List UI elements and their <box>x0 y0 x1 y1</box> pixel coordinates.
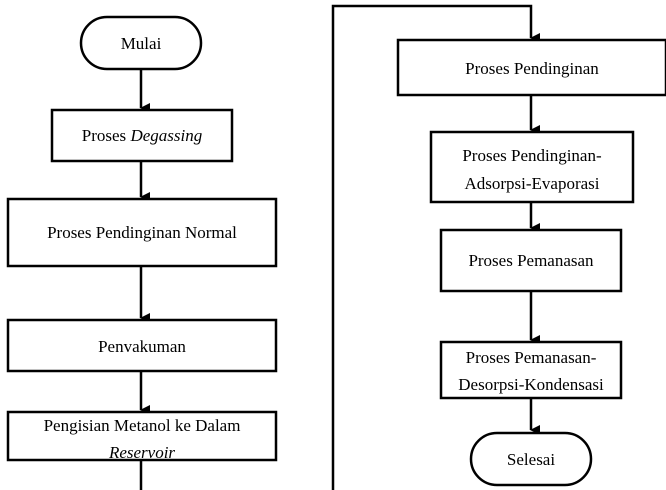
normal-cooling-process-box <box>8 199 276 266</box>
methanol-fill-label-line1: Pengisian Metanol ke Dalam <box>43 416 241 435</box>
methanol-fill-process-box <box>8 412 276 462</box>
degassing-label <box>82 126 202 145</box>
heating-label: Proses Pemanasan <box>468 251 594 270</box>
normal-cooling-label: Proses Pendinginan Normal <box>47 223 237 242</box>
heating-process-box <box>441 230 621 291</box>
cooling-process-box <box>398 40 666 95</box>
start-label: Mulai <box>120 34 162 53</box>
degassing-label-prefix: Proses <box>81 126 131 145</box>
end-terminator <box>471 433 591 485</box>
vacuuming-label: Penvakuman <box>98 337 186 356</box>
degassing-process-box <box>52 110 232 161</box>
cooling-adsorption-label-line2: Adsorpsi-Evaporasi <box>464 174 600 193</box>
heating-desorption-label-line1: Proses Pemanasan- <box>465 348 597 367</box>
cooling-adsorption-process-box <box>431 132 633 202</box>
cooling-label: Proses Pendinginan <box>465 59 599 78</box>
heating-desorption-process-box <box>441 342 621 398</box>
vacuuming-process-box <box>8 320 276 371</box>
heating-desorption-label-line2: Desorpsi-Kondensasi <box>458 375 604 394</box>
start-terminator <box>81 17 201 69</box>
degassing-label-emph: Degassing <box>130 126 203 145</box>
methanol-fill-label-line2: Reservoir <box>108 443 176 462</box>
end-label: Selesai <box>506 450 556 469</box>
cooling-adsorption-label-line1: Proses Pendinginan- <box>462 146 602 165</box>
